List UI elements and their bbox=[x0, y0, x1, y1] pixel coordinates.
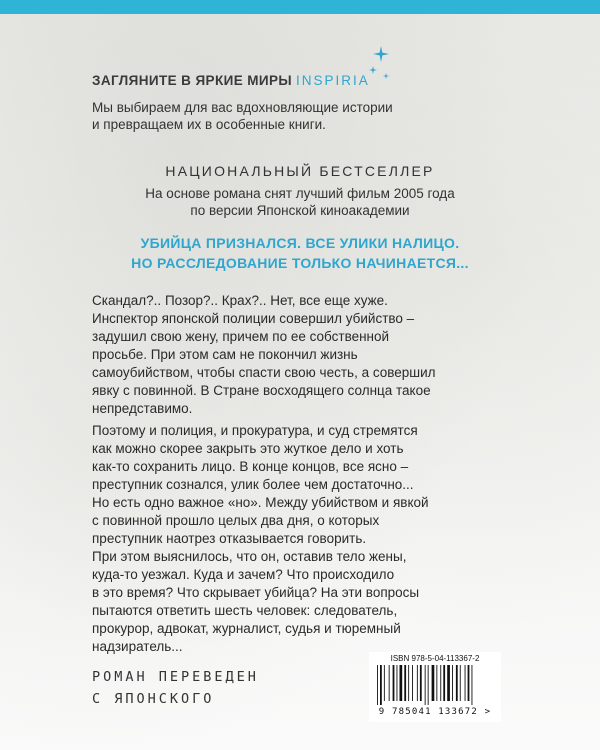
blurb-paragraph-2 bbox=[92, 422, 512, 656]
barcode-block bbox=[369, 652, 501, 722]
tagline-line: и превращаем их в особенные книги. bbox=[92, 117, 326, 132]
paragraph-line: Инспектор японской полиции совершил убийство – bbox=[92, 311, 415, 326]
tagline-line: Мы выбираем для вас вдохновляющие истории bbox=[92, 100, 393, 115]
paragraph-line: как-то сохранить лицо. В конце концов, все ясно – bbox=[92, 459, 409, 474]
paragraph-line: надзиратель... bbox=[92, 639, 183, 654]
translated-line: РОМАН ПЕРЕВЕДЕН bbox=[92, 669, 259, 685]
translated-note bbox=[92, 666, 259, 710]
paragraph-line: преступник сознался, улик более чем достаточно... bbox=[92, 477, 414, 492]
paragraph-line: преступник наотрез отказывается говорить. bbox=[92, 531, 367, 546]
blurb-paragraph-1 bbox=[92, 292, 512, 418]
paragraph-line: с повинной прошло целых два дня, о которых bbox=[92, 513, 380, 528]
brand-name: INSPIRIA bbox=[296, 73, 370, 88]
paragraph-line: задушил свою жену, причем по ее собственной bbox=[92, 329, 390, 344]
paragraph-line: самоубийством, чтобы спасти свою честь, а совершил bbox=[92, 365, 436, 380]
translated-line: С ЯПОНСКОГО bbox=[92, 691, 215, 707]
paragraph-line: куда-то уезжал. Куда и зачем? Что происходило bbox=[92, 567, 395, 582]
headline bbox=[90, 233, 510, 273]
ean-digits: 9 785041 133672 > bbox=[378, 707, 492, 717]
paragraph-line: При этом выяснилось, что он, оставив тело жены, bbox=[92, 549, 407, 564]
paragraph-line: прокурор, адвокат, журналист, судья и тюремный bbox=[92, 621, 401, 636]
top-accent-bar bbox=[0, 0, 600, 14]
paragraph-line: непредставимо. bbox=[92, 401, 193, 416]
film-award-note bbox=[120, 185, 480, 219]
paragraph-line: Поэтому и полиция, и прокуратура, и суд стремятся bbox=[92, 423, 418, 438]
paragraph-line: просьбе. При этом сам не покончил жизнь bbox=[92, 347, 358, 362]
isbn-label: ISBN 978-5-04-113367-2 bbox=[390, 654, 480, 663]
headline-line: НО РАССЛЕДОВАНИЕ ТОЛЬКО НАЧИНАЕТСЯ... bbox=[131, 255, 469, 271]
brand-slogan: ЗАГЛЯНИТЕ В ЯРКИЕ МИРЫ bbox=[92, 73, 293, 88]
paragraph-line: как можно скорее закрыть это жуткое дело и хоть bbox=[92, 441, 404, 456]
sparkle-stars-icon bbox=[366, 44, 396, 84]
paragraph-line: в это время? Что скрывает убийца? На эти вопросы bbox=[92, 585, 420, 600]
paragraph-line: Но есть одно важное «но». Между убийством и явкой bbox=[92, 495, 429, 510]
bestseller-label: НАЦИОНАЛЬНЫЙ БЕСТСЕЛЛЕР bbox=[165, 163, 435, 179]
paragraph-line: явку с повинной. В Стране восходящего солнца такое bbox=[92, 383, 431, 398]
paragraph-line: пытаются ответить шесть человек: следователь, bbox=[92, 603, 398, 618]
subtitle-line: по версии Японской киноакадемии bbox=[190, 203, 410, 218]
barcode-icon bbox=[375, 665, 495, 705]
paragraph-line: Скандал?.. Позор?.. Крах?.. Нет, все еще хуже. bbox=[92, 293, 388, 308]
subtitle-line: На основе романа снят лучший фильм 2005 года bbox=[145, 186, 455, 201]
brand-tagline bbox=[92, 99, 452, 133]
brand-line bbox=[92, 73, 370, 88]
headline-line: УБИЙЦА ПРИЗНАЛСЯ. ВСЕ УЛИКИ НАЛИЦО. bbox=[140, 235, 460, 251]
